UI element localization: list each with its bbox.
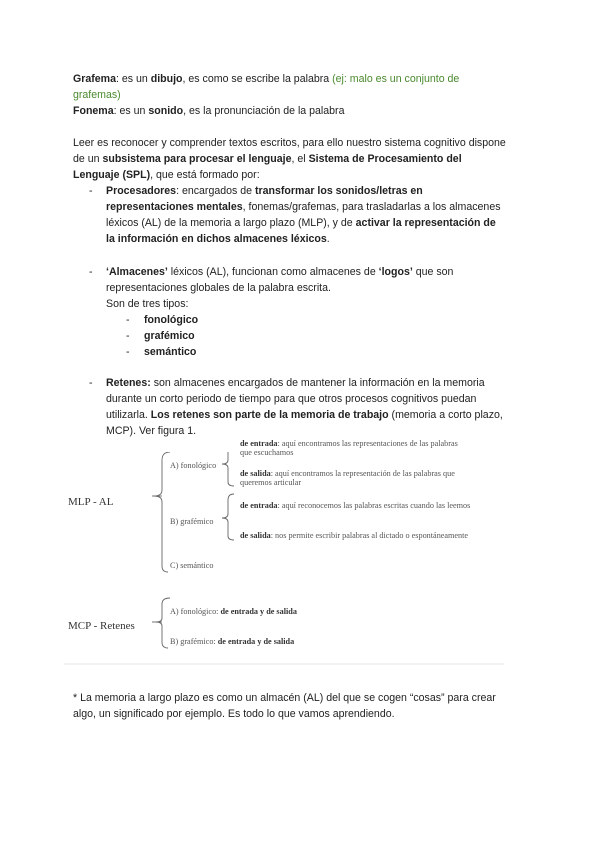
- sub-dash: -: [126, 346, 130, 358]
- type-fonologico: fonológico: [144, 314, 199, 326]
- b-salida: de salida: nos permite escribir palabras al dictado o espontáneamente: [240, 531, 469, 540]
- almacenes-line-2: representaciones globales de la palabra escrita.: [106, 282, 331, 294]
- retenes-line-2: durante un corto periodo de tiempo para que otros procesos cognitivos puedan: [106, 393, 477, 405]
- almacenes-line-1: ‘Almacenes’ léxicos (AL), funcionan como almacenes de ‘logos’ que son: [106, 266, 454, 278]
- procesadores-line-4: la información en dichos almacenes léxicos.: [106, 233, 330, 245]
- intro-line-2: de un subsistema para procesar el lenguaje, el Sistema de Procesamiento del: [73, 153, 462, 165]
- a-fonologico-label: A) fonológico: [170, 461, 217, 470]
- a-salida-cont: queremos articular: [240, 478, 302, 487]
- retenes-line-1: Retenes: son almacenes encargados de mantener la información en la memoria: [106, 377, 485, 389]
- almacenes-line-3: Son de tres tipos:: [106, 298, 189, 310]
- b-entrada: de entrada: aquí reconocemos las palabras escritas cuando las leemos: [240, 501, 471, 510]
- retenes-line-4: MCP). Ver figura 1.: [106, 425, 197, 437]
- grafema-example: (ej: malo es un conjunto de: [332, 73, 460, 85]
- b-grafemico-label: B) grafémico: [170, 517, 214, 526]
- retenes-line-3: utilizarla. Los retenes son parte de la memoria de trabajo (memoria a corto plazo,: [106, 409, 503, 421]
- type-semantico: semántico: [144, 346, 197, 358]
- mcp-label: MCP - Retenes: [68, 620, 135, 632]
- intro-line-1: Leer es reconocer y comprender textos escritos, para ello nuestro sistema cognitivo dispone: [73, 137, 506, 149]
- footnote-line-1: * La memoria a largo plazo es como un almacén (AL) del que se cogen “cosas” para crear: [73, 692, 496, 704]
- figure-1: [64, 439, 504, 722]
- footnote-line-2: algo, un significado por ejemplo. Es todo lo que vamos aprendiendo.: [73, 708, 395, 720]
- bullet-dash: -: [89, 377, 93, 389]
- c-semantico-label: C) semántico: [170, 561, 214, 570]
- fonema-term: Fonema: [73, 105, 114, 117]
- a-entrada: de entrada: aquí encontramos las representaciones de las palabras: [240, 439, 458, 448]
- a-salida: de salida: aquí encontramos la representación de las palabras que: [240, 469, 455, 478]
- grafema-line: Grafema: es un dibujo, es como se escribe la palabra (ej: malo es un conjunto de: [73, 73, 460, 85]
- fonema-line: Fonema: es un sonido, es la pronunciación de la palabra: [73, 105, 345, 117]
- grafema-term: Grafema: [73, 73, 116, 85]
- mcp-a: A) fonológico: de entrada y de salida: [170, 607, 297, 616]
- sub-dash: -: [126, 314, 130, 326]
- grafema-example-cont: grafemas): [73, 89, 121, 101]
- procesadores-line-1: Procesadores: encargados de transformar los sonidos/letras en: [106, 185, 423, 197]
- mcp-b: B) grafémico: de entrada y de salida: [170, 637, 295, 646]
- procesadores-line-3: léxicos (AL) de la memoria a largo plazo (MLP), y de activar la representación de: [106, 217, 496, 229]
- intro-line-3: Lenguaje (SPL), que está formado por:: [73, 169, 260, 181]
- mlp-label: MLP - AL: [68, 496, 114, 508]
- bullet-dash: -: [89, 266, 93, 278]
- procesadores-line-2: representaciones mentales, fonemas/grafemas, para trasladarlas a los almacenes: [106, 201, 501, 213]
- bullet-dash: -: [89, 185, 93, 197]
- type-grafemico: grafémico: [144, 330, 195, 342]
- a-entrada-cont: que escuchamos: [240, 448, 294, 457]
- sub-dash: -: [126, 330, 130, 342]
